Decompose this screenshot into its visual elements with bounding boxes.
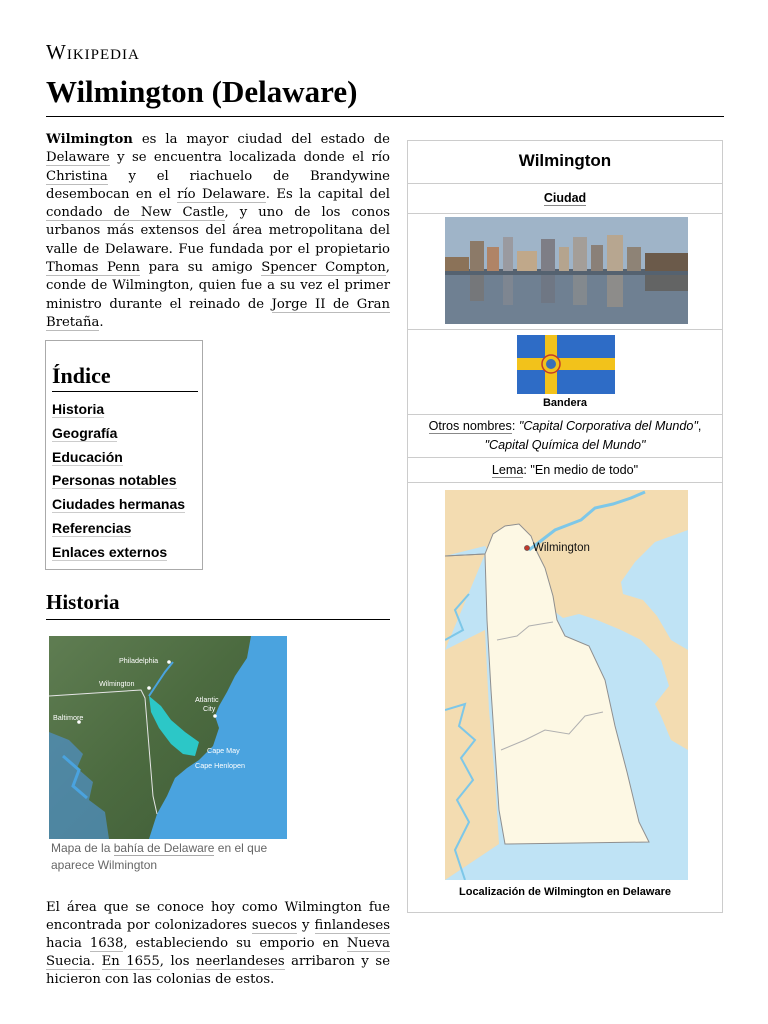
map-label-atlantic: Atlantic (195, 695, 219, 704)
link-1638[interactable]: 1638 (89, 936, 124, 951)
caption-text: Mapa de la (51, 841, 114, 855)
infobox-title: Wilmington (408, 141, 722, 184)
toc-item-label: Historia (52, 401, 105, 417)
infobox-flag-row (408, 329, 722, 415)
section-divider (46, 619, 390, 620)
para-text: El área que se conoce hoy como Wilmington fue encontrada por colonizadores (46, 900, 390, 933)
link-ciudad[interactable]: Ciudad (543, 191, 587, 205)
link-suecos[interactable]: suecos (251, 918, 298, 933)
link-rio-delaware[interactable]: río Delaware (177, 186, 266, 202)
flag-caption: Bandera (542, 397, 588, 409)
lead-text: . (99, 314, 104, 330)
map-label-city: City (203, 704, 216, 713)
toc-item-enlaces-externos[interactable] (52, 541, 196, 565)
toc-item-historia[interactable] (52, 398, 196, 422)
page-title: Wilmington (Delaware) (46, 74, 358, 109)
lead-bold-term: Wilmington (46, 132, 133, 147)
other-names-label[interactable]: Otros nombres (428, 419, 512, 433)
map-label-cape-may: Cape May (207, 746, 240, 755)
link-jorge-ii[interactable]: Jorge II de Gran Bretaña (46, 296, 390, 330)
lead-text: , y uno de los conos urbanos más extensos del área metropolitana del valle de Delaware. Fue fundada por el propietario (46, 205, 391, 257)
map-label-philadelphia: Philadelphia (119, 656, 159, 665)
toc-item-label: Ciudades hermanas (52, 496, 186, 513)
infobox (407, 140, 723, 913)
para-text: . (90, 954, 102, 969)
link-finlandeses[interactable]: finlandeses (314, 918, 390, 933)
lead-text: es la mayor ciudad del estado de (132, 132, 390, 147)
toc-item-ciudades-hermanas[interactable] (52, 493, 196, 517)
toc-item-label: Personas notables (52, 472, 177, 489)
historia-paragraph (46, 899, 390, 989)
delaware-bay-map[interactable] (49, 636, 287, 839)
motto-value: "En medio de todo" (530, 463, 639, 477)
toc-item-label: Geografía (52, 424, 118, 441)
flag-image[interactable] (517, 335, 615, 394)
map-label-cape-henlopen: Cape Henlopen (195, 761, 245, 770)
caption-text: en el que aparece Wilmington (51, 841, 268, 872)
toc-item-geografia[interactable] (52, 422, 196, 446)
map-label-wilmington: Wilmington (99, 679, 135, 688)
link-1655[interactable]: En 1655 (101, 954, 160, 969)
link-christina[interactable]: Christina (46, 168, 108, 184)
table-of-contents (45, 340, 203, 570)
toc-item-label: Educación (52, 448, 123, 465)
para-text: arribaron y se hicieron con las colonias de estos. (46, 954, 390, 987)
para-text: , estableciendo su emporio en (123, 936, 347, 951)
toc-item-label: Referencias (52, 519, 132, 536)
para-text: y (297, 918, 315, 933)
infobox-motto-row: Lema: "En medio de todo" (408, 458, 722, 483)
toc-item-referencias[interactable] (52, 517, 196, 541)
title-divider (46, 116, 724, 117)
link-neerlandeses[interactable]: neerlandeses (196, 954, 285, 969)
link-thomas-penn[interactable]: Thomas Penn (46, 260, 141, 276)
section-heading-historia: Historia (46, 590, 120, 614)
wikipedia-wordmark: Wikipedia (46, 40, 140, 64)
map-caption (51, 840, 301, 874)
toc-title: Índice (52, 363, 198, 392)
location-map[interactable] (445, 490, 688, 880)
skyline-photo[interactable] (445, 217, 688, 324)
motto-label[interactable]: Lema (491, 463, 524, 477)
infobox-photo-row (408, 213, 722, 330)
toc-list (52, 398, 196, 565)
toc-item-label: Enlaces externos (52, 543, 168, 560)
lead-text: y el riachuelo de Brandywine desembocan en el (46, 168, 390, 202)
link-condado-new-castle[interactable]: condado de New Castle (46, 205, 225, 221)
toc-item-personas-notables[interactable] (52, 469, 196, 493)
lead-text: , conde de Wilmington, quien fue a su vez el primer ministro durante el reinado de (46, 260, 390, 312)
para-text: hacia (46, 936, 90, 951)
link-bahia-de-delaware[interactable]: bahía de Delaware (113, 841, 215, 855)
lead-paragraph (46, 131, 390, 332)
lead-text: . Es la capital del (265, 186, 391, 202)
infobox-other-names-row: Otros nombres: "Capital Corporativa del Mundo", "Capital Química del Mundo" (408, 414, 722, 458)
toc-item-educacion[interactable] (52, 446, 196, 470)
location-map-caption: Localización de Wilmington en Delaware (459, 886, 671, 898)
link-nueva-suecia[interactable]: Nueva Suecia (46, 936, 391, 969)
other-names-value: "Capital Corporativa del Mundo" (518, 419, 698, 433)
lead-text: y se encuentra localizada donde el río (109, 150, 390, 166)
lead-text: para su amigo (140, 260, 262, 276)
para-text: , los (159, 954, 197, 969)
infobox-type-row (408, 183, 722, 214)
link-delaware[interactable]: Delaware (46, 150, 110, 166)
other-names-value-2: "Capital Química del Mundo" (484, 438, 646, 452)
map-label-baltimore: Baltimore (53, 713, 84, 722)
location-map-label: Wilmington (533, 542, 590, 554)
link-spencer-compton[interactable]: Spencer Compton (261, 260, 386, 276)
